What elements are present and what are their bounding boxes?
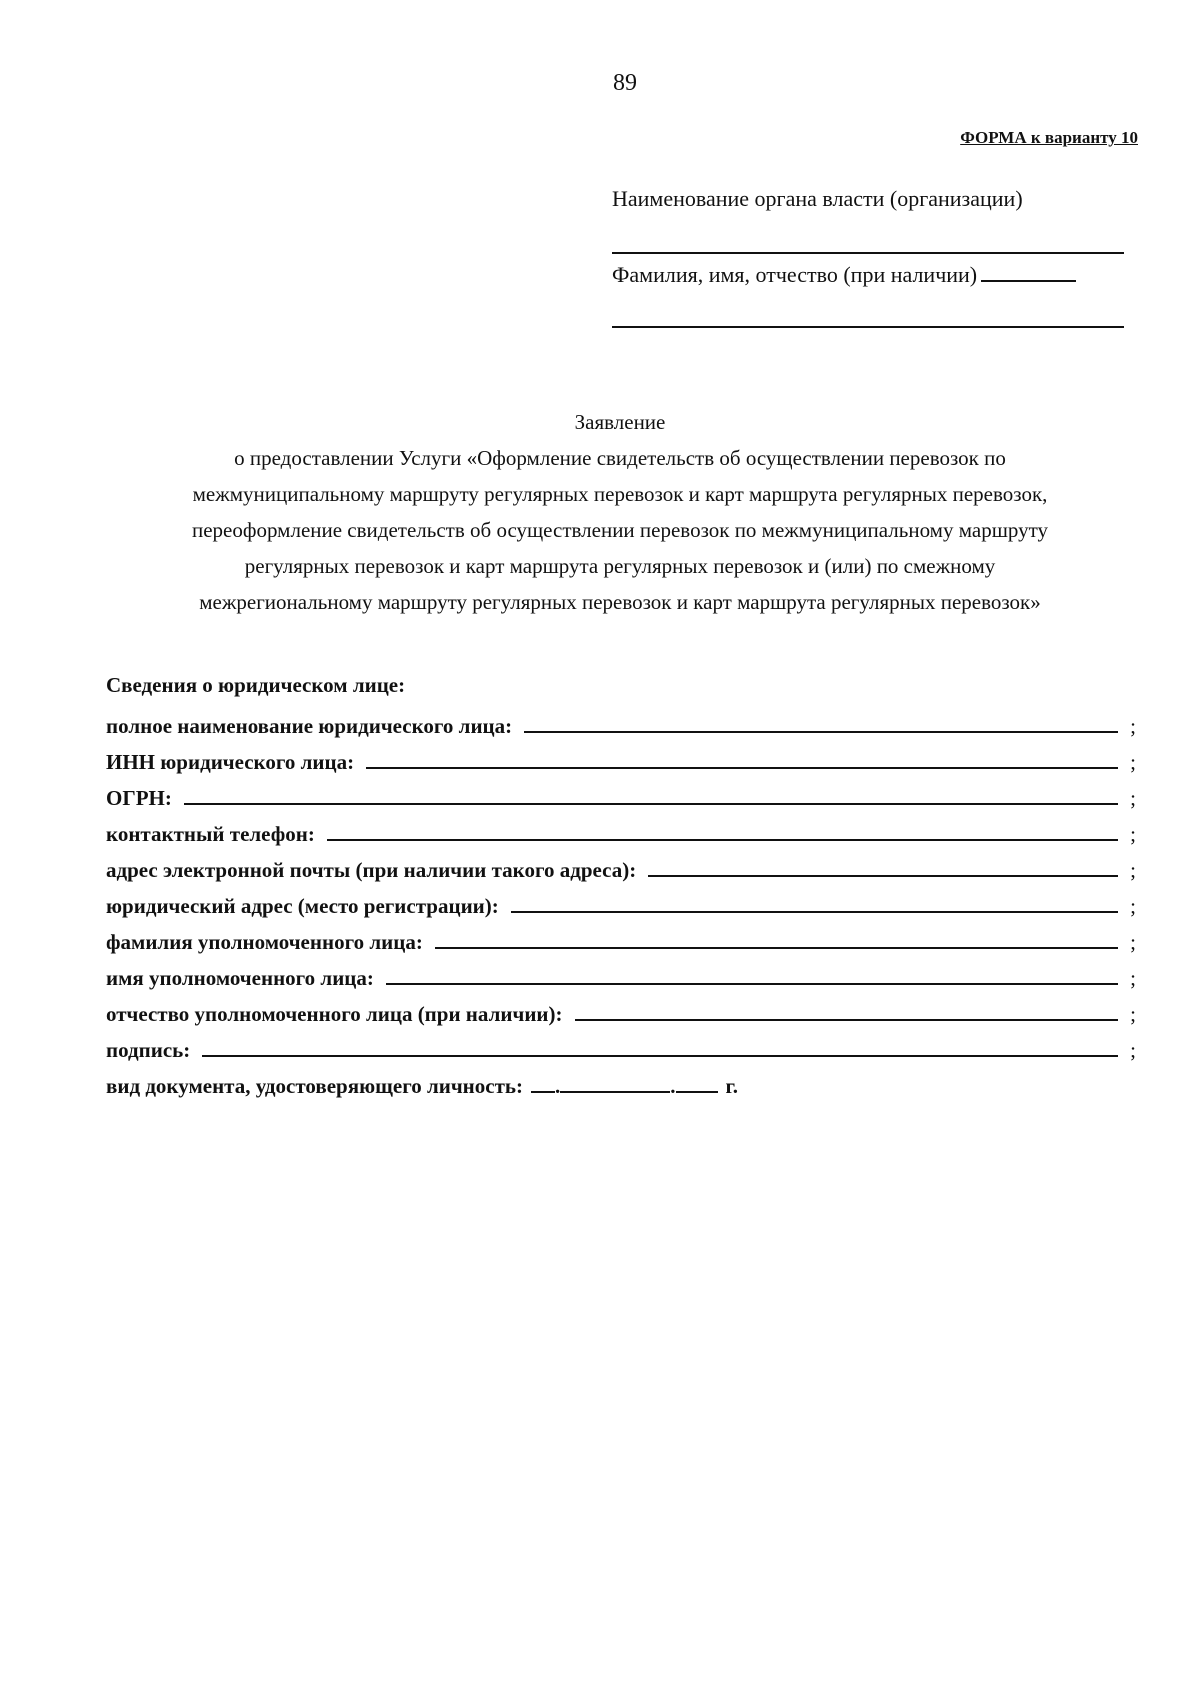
field-end: ; [1130,858,1136,882]
title-line: о предоставлении Услуги «Оформление свидетельств об осуществлении перевозок по [234,446,1006,470]
field-end: ; [1130,1002,1136,1026]
signature-input[interactable] [202,1055,1118,1057]
patronymic-input[interactable] [575,1019,1118,1021]
section-label: Сведения о юридическом лице: [106,673,406,697]
field-label: ИНН юридического лица: [106,750,355,774]
authority-name-field[interactable] [612,252,1124,254]
fio-field-inline[interactable] [981,280,1076,282]
field-row-patronymic [106,991,1136,1027]
field-label: юридический адрес (место регистрации): [106,894,499,918]
field-row-phone [106,811,1136,847]
field-row-legal-address [106,883,1136,919]
field-end: ; [1130,1038,1136,1062]
field-label: фамилия уполномоченного лица: [106,930,423,954]
field-label: ОГРН: [106,786,172,810]
form-variant-label: ФОРМА к варианту 10 [960,128,1138,147]
field-label: отчество уполномоченного лица (при наличии): [106,1002,563,1026]
legal-entity-form [106,667,1136,1099]
ogrn-input[interactable] [184,803,1118,805]
field-row-surname [106,919,1136,955]
legal-address-input[interactable] [511,911,1118,913]
document-type-row [106,1063,1136,1099]
full-name-input[interactable] [524,731,1118,733]
field-label: полное наименование юридического лица: [106,714,513,738]
field-row-full-name [106,703,1136,739]
title-line: регулярных перевозок и карт маршрута регулярных перевозок и (или) по смежному [244,554,996,578]
phone-input[interactable] [327,839,1118,841]
fio-label: Фамилия, имя, отчество (при наличии) [612,262,978,287]
field-label: адрес электронной почты (при наличии такого адреса): [106,858,637,882]
surname-input[interactable] [435,947,1118,949]
field-label: имя уполномоченного лица: [106,966,374,990]
fio-field[interactable] [612,326,1124,328]
month-blank[interactable] [560,1091,670,1093]
year-blank[interactable] [676,1091,718,1093]
email-input[interactable] [648,875,1118,877]
inn-input[interactable] [366,767,1118,769]
document-heading: Заявление [574,410,666,434]
field-end: ; [1130,750,1136,774]
field-label: подпись: [106,1038,191,1062]
field-end: ; [1130,714,1136,738]
field-end: ; [1130,786,1136,810]
date-separator: . [670,1074,676,1098]
document-type-label: вид документа, удостоверяющего личность: [106,1074,524,1098]
field-end: ; [1130,930,1136,954]
year-suffix: г. [725,1074,738,1098]
page-number: 89 [613,70,637,96]
title-line: межмуниципальному маршруту регулярных перевозок и карт маршрута регулярных перевозок, [192,482,1048,506]
field-row-name [106,955,1136,991]
title-line: переоформление свидетельств об осуществлении перевозок по межмуниципальному маршруту [192,518,1048,542]
field-row-inn [106,739,1136,775]
field-end: ; [1130,966,1136,990]
authority-label: Наименование органа власти (организации) [612,186,1023,211]
field-row-email [106,847,1136,883]
title-line: межрегиональному маршруту регулярных перевозок и карт маршрута регулярных перевозок» [199,590,1041,614]
fio-row [612,262,1127,288]
field-end: ; [1130,822,1136,846]
field-row-signature [106,1027,1136,1063]
date-separator: . [555,1074,561,1098]
document-title [100,440,1140,620]
day-blank[interactable] [531,1091,555,1093]
field-row-ogrn [106,775,1136,811]
field-label: контактный телефон: [106,822,315,846]
first-name-input[interactable] [386,983,1118,985]
field-end: ; [1130,894,1136,918]
